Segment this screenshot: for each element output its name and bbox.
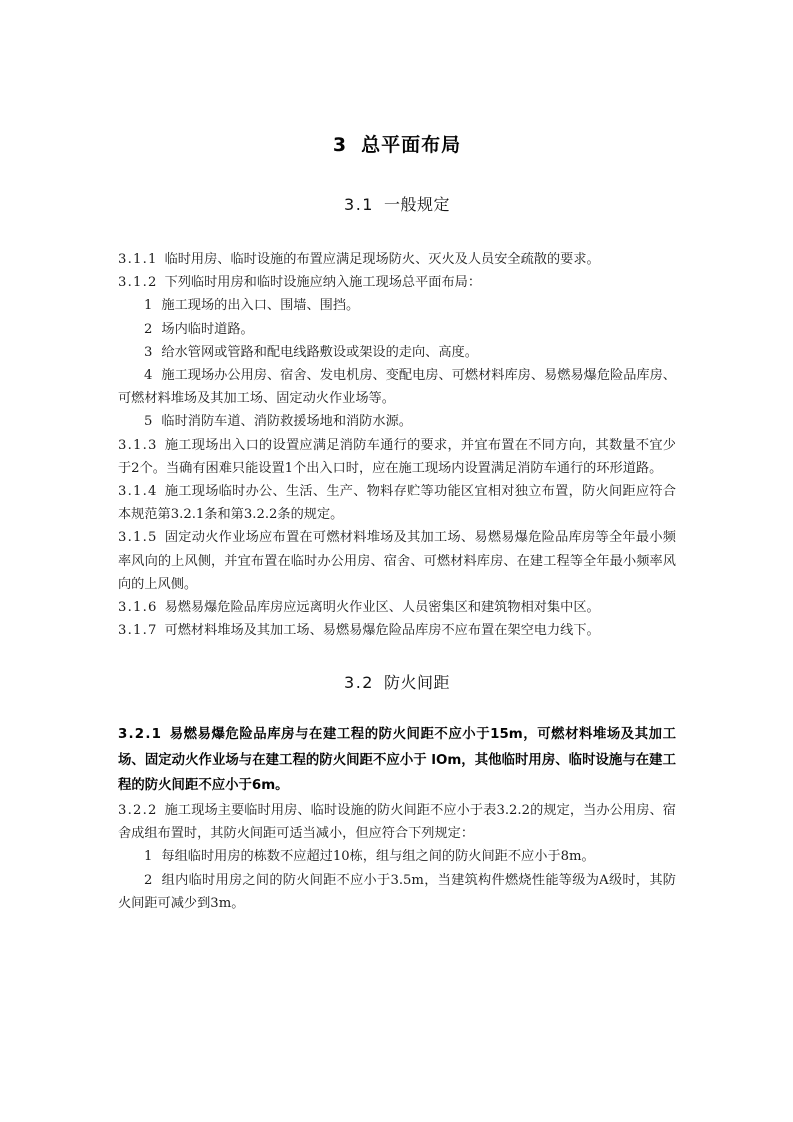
clause-3-1-1 [118, 248, 676, 271]
list-item-number: 1 [144, 849, 153, 865]
list-item-number: 5 [144, 414, 153, 430]
spacer-before-section-3-2 [118, 642, 676, 672]
list-item-text: 场内临时道路。 [161, 321, 254, 337]
list-item-text: 每组临时用房的栋数不应超过10栋，组与组之间的防火间距不应小于8m。 [161, 849, 595, 865]
section-heading-3-2 [118, 672, 676, 694]
clause-text: 易燃易爆危险品库房与在建工程的防火间距不应小于15m，可燃材料堆场及其加工场、固定动火作业场与在建工程的防火间距不应小于 lOm，其他临时用房、临时设施与在建工程的防火间距不应小于6m。 [118, 727, 676, 794]
clause-3-1-2 [118, 271, 676, 294]
list-item-number: 4 [144, 368, 153, 384]
clause-text: 可燃材料堆场及其加工场、易燃易爆危险品库房不应布置在架空电力线下。 [164, 623, 600, 639]
clause-3-1-5 [118, 526, 676, 596]
clause-3-2-2 [118, 799, 676, 845]
list-item-number: 2 [144, 321, 153, 337]
chapter-title: 总平面布局 [361, 134, 462, 156]
list-item [118, 364, 676, 410]
clause-3-1-6 [118, 596, 676, 619]
list-item [118, 410, 676, 433]
list-item-text: 临时消防车道、消防救援场地和消防水源。 [161, 414, 412, 430]
spacer-after-section-3-2 [118, 694, 676, 722]
clause-text: 易燃易爆危险品库房应远离明火作业区、人员密集区和建筑物相对集中区。 [164, 600, 600, 616]
clause-text: 施工现场主要临时用房、临时设施的防火间距不应小于表3.2.2的规定，当办公用房、宿舍成组布置时，其防火间距可适当减小，但应符合下列规定： [118, 802, 676, 842]
list-item-number: 1 [144, 298, 153, 314]
list-item-number: 2 [144, 872, 153, 888]
list-item [118, 341, 676, 364]
clause-text: 施工现场出入口的设置应满足消防车通行的要求，并宜布置在不同方向，其数量不宜少于2个。当确有困难只能设置1个出入口时，应在施工现场内设置满足消防车通行的环形道路。 [118, 437, 676, 476]
chapter-number: 3 [332, 134, 348, 156]
list-item [118, 318, 676, 341]
chapter-heading [118, 132, 676, 158]
section-title-3-1: 一般规定 [383, 195, 450, 214]
spacer-after-section-3-1 [118, 216, 676, 248]
clause-3-1-3 [118, 434, 676, 480]
list-item-text: 组内临时用房之间的防火间距不应小于3.5m，当建筑构件燃烧性能等级为A级时，其防火间距可减少到3m。 [118, 872, 676, 911]
list-item-text: 施工现场的出入口、围墙、围挡。 [161, 298, 360, 314]
clause-number: 3.1.7 [118, 623, 158, 639]
section-heading-3-1 [118, 194, 676, 216]
clause-number: 3.2.1 [118, 727, 163, 743]
clause-text: 固定动火作业场应布置在可燃材料堆场及其加工场、易燃易爆危险品库房等全年最小频率风向的上风侧，并宜布置在临时办公用房、宿舍、可燃材料库房、在建工程等全年最小频率风向的上风侧。 [118, 530, 676, 592]
list-item [118, 869, 676, 915]
section-title-3-2: 防火间距 [383, 673, 450, 693]
section-number-3-1: 3.1 [344, 195, 374, 214]
clause-text: 临时用房、临时设施的布置应满足现场防火、灭火及人员安全疏散的要求。 [164, 252, 600, 267]
clause-number: 3.1.4 [118, 484, 158, 500]
section-number-3-2: 3.2 [344, 673, 374, 693]
page-content [118, 132, 676, 915]
clause-number: 3.1.3 [118, 437, 158, 453]
clause-text: 下列临时用房和临时设施应纳入施工现场总平面布局： [164, 275, 482, 291]
clause-number: 3.1.2 [118, 275, 158, 291]
spacer-after-chapter [118, 158, 676, 194]
clause-3-1-4 [118, 480, 676, 526]
list-item-text: 给水管网或管路和配电线路敷设或架设的走向、高度。 [161, 344, 478, 360]
list-item [118, 845, 676, 868]
clause-number: 3.1.1 [118, 252, 158, 267]
clause-number: 3.1.6 [118, 600, 158, 616]
clause-text: 施工现场临时办公、生活、生产、物料存贮等功能区宜相对独立布置，防火间距应符合本规范第3.2.1条和第3.2.2条的规定。 [118, 484, 676, 523]
list-item-text: 施工现场办公用房、宿舍、发电机房、变配电房、可燃材料库房、易燃易爆危险品库房、可燃材料堆场及其加工场、固定动火作业场等。 [118, 368, 676, 407]
list-item [118, 294, 676, 317]
clause-number: 3.1.5 [118, 530, 158, 546]
clause-number: 3.2.2 [118, 802, 158, 818]
clause-3-1-7 [118, 619, 676, 642]
clause-3-2-1-mandatory [118, 722, 676, 799]
list-item-number: 3 [144, 344, 153, 360]
